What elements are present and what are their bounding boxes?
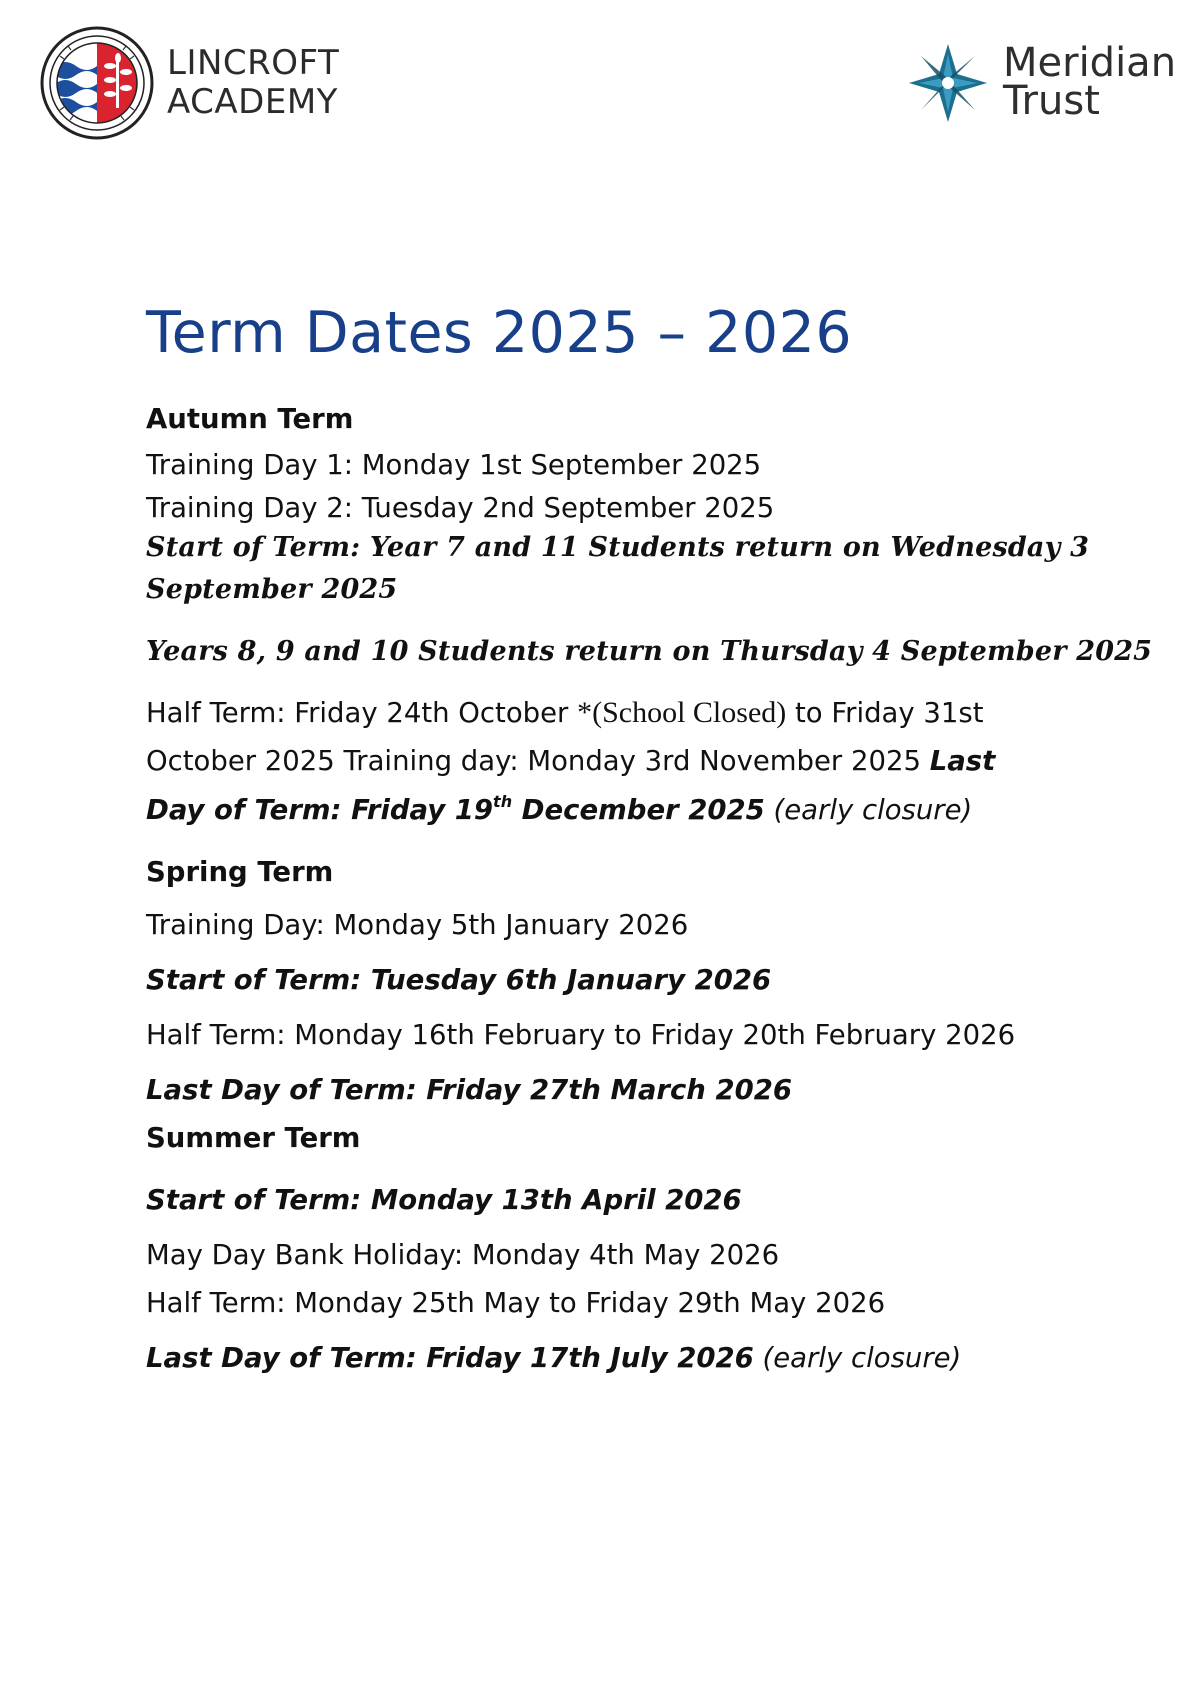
- spring-start: Start of Term: Tuesday 6th January 2026: [146, 964, 772, 996]
- autumn-start-line2: September 2025: [146, 574, 398, 605]
- autumn-training-day-2: Training Day 2: Tuesday 2nd September 2025: [146, 492, 775, 524]
- page-title: Term Dates 2025 – 2026: [146, 300, 853, 366]
- early-closure-note: (early closure): [764, 794, 973, 826]
- autumn-years-return: Years 8, 9 and 10 Students return on Thursday 4 September 2025: [146, 636, 1153, 667]
- school-closed-note: *(School Closed): [577, 696, 787, 729]
- autumn-half-term-end: to Friday 31st: [786, 697, 984, 729]
- spring-training-day: Training Day: Monday 5th January 2026: [146, 909, 689, 941]
- lincroft-crest-icon: [40, 26, 154, 140]
- autumn-last-day: [146, 794, 972, 826]
- autumn-half-term-text: Half Term: Friday 24th October: [146, 697, 578, 729]
- trust-name: [1003, 40, 1177, 124]
- summer-half-term: Half Term: Monday 25th May to Friday 29th May 2026: [146, 1287, 886, 1319]
- trust-name-line2: Trust: [1003, 78, 1100, 124]
- summer-early-closure-note: (early closure): [753, 1342, 962, 1374]
- spring-heading: Spring Term: [146, 856, 334, 888]
- last-word: Last: [929, 745, 996, 777]
- autumn-last-day-text: Day of Term: Friday 19: [146, 794, 494, 826]
- autumn-start-line1: Start of Term: Year 7 and 11 Students return on Wednesday 3: [146, 532, 1090, 563]
- autumn-half-term: [146, 696, 984, 730]
- autumn-training-day-1: Training Day 1: Monday 1st September 2025: [146, 449, 762, 481]
- autumn-heading: Autumn Term: [146, 403, 354, 435]
- autumn-last-day-month: December 2025: [512, 794, 765, 826]
- meridian-star-icon: [905, 40, 991, 126]
- school-name: [167, 44, 339, 122]
- october-training-text: October 2025 Training day: Monday 3rd November 2025: [146, 745, 930, 777]
- summer-last-day-text: Last Day of Term: Friday 17th July 2026: [146, 1342, 754, 1374]
- summer-bank-holiday: May Day Bank Holiday: Monday 4th May 2026: [146, 1239, 780, 1271]
- school-name-line2: ACADEMY: [167, 82, 338, 122]
- school-name-line1: LINCROFT: [167, 43, 340, 83]
- spring-half-term: Half Term: Monday 16th February to Friday 20th February 2026: [146, 1019, 1016, 1051]
- summer-start: Start of Term: Monday 13th April 2026: [146, 1184, 742, 1216]
- trust-name-line1: Meridian: [1003, 40, 1177, 86]
- summer-last-day: [146, 1342, 961, 1374]
- spring-last-day: Last Day of Term: Friday 27th March 2026: [146, 1074, 792, 1106]
- ordinal-suffix: th: [493, 792, 513, 811]
- summer-heading: Summer Term: [146, 1122, 361, 1154]
- page-header: [0, 0, 1200, 160]
- autumn-october-training: [146, 745, 995, 777]
